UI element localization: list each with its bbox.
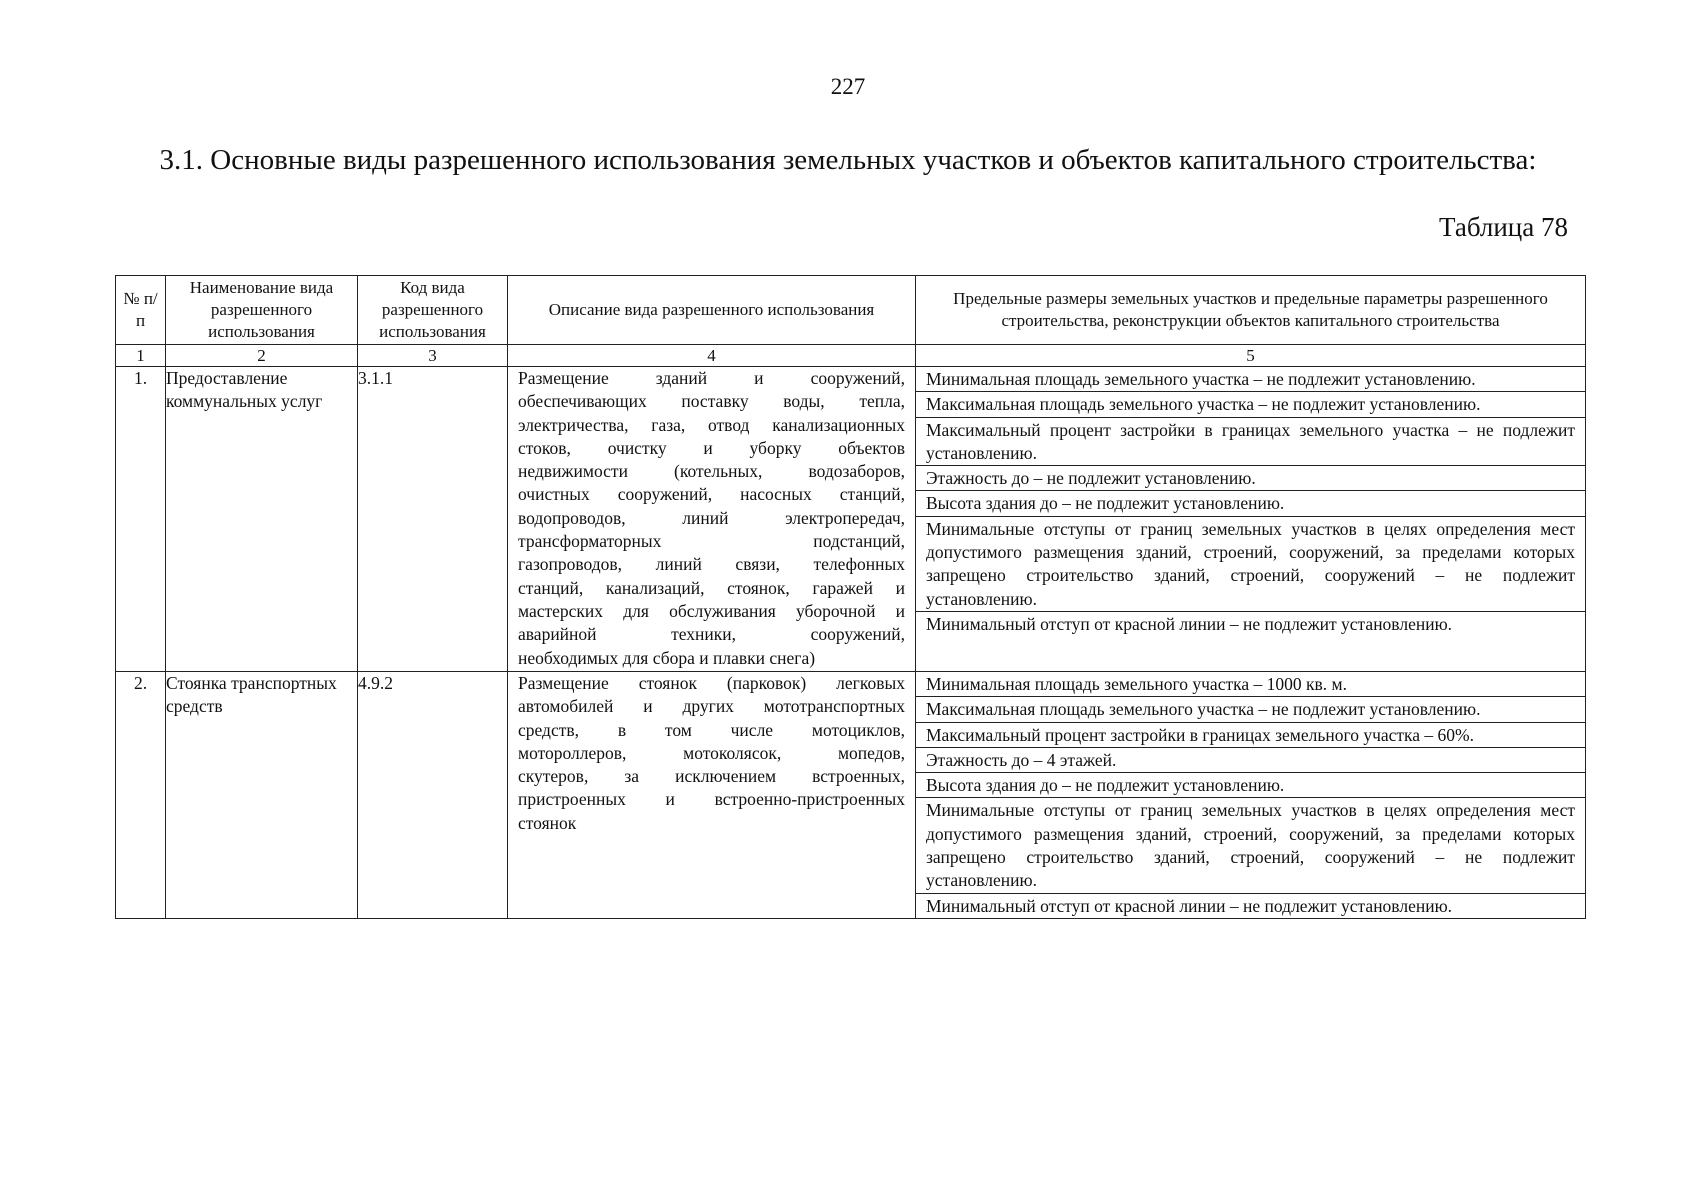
table-label: Таблица 78 bbox=[1439, 212, 1568, 242]
column-number: 4 bbox=[508, 345, 916, 367]
description-line: водопроводов, линий электропередач, bbox=[518, 507, 905, 528]
parameters-list bbox=[916, 367, 1585, 671]
header-number: № п/п bbox=[116, 276, 166, 345]
description-line: средств, в том числе мотоциклов, bbox=[518, 719, 905, 740]
section-heading: 3.1. Основные виды разрешенного использования земельных участков и объектов капитального строительства: bbox=[159, 144, 1537, 176]
parameter-item: Минимальный отступ от красной линии – не подлежит установлению. bbox=[926, 613, 1453, 634]
description-line: трансформаторных подстанций, bbox=[518, 531, 905, 552]
table-row bbox=[116, 367, 1586, 672]
header-code: Код вида разрешенного использования bbox=[358, 276, 508, 345]
parameter-item: Максимальная площадь земельного участка – не подлежит установлению. bbox=[916, 392, 1585, 417]
description-line: обеспечивающих поставку воды, тепла, bbox=[518, 391, 905, 412]
parameter-item: Этажность до – не подлежит установлению. bbox=[916, 466, 1585, 491]
description-line: Размещение стоянок (парковок) легковых bbox=[518, 672, 905, 693]
header-parameters: Предельные размеры земельных участков и предельные параметры разрешенного строительства, реконструкции объектов капитального строительства bbox=[916, 276, 1586, 345]
use-code: 4.9.2 bbox=[358, 671, 508, 918]
description-line: Размещение зданий и сооружений, bbox=[518, 368, 905, 388]
description-line: стоков, очистку и уборку объектов bbox=[518, 437, 905, 458]
use-name: Предоставление коммунальных услуг bbox=[166, 367, 358, 672]
description-line: необходимых для сбора и плавки снега) bbox=[518, 647, 816, 668]
use-parameters bbox=[916, 367, 1586, 672]
column-number: 5 bbox=[916, 345, 1586, 367]
parameter-item: Минимальная площадь земельного участка – не подлежит установлению. bbox=[916, 367, 1585, 392]
description-line: электричества, газа, отвод канализационных bbox=[518, 414, 905, 435]
description-line: недвижимости (котельных, водозаборов, bbox=[518, 461, 905, 482]
description-line: станций, канализаций, стоянок, гаражей и bbox=[518, 577, 905, 598]
description-line: мастерских для обслуживания уборочной и bbox=[518, 600, 905, 621]
description-line: газопроводов, линий связи, телефонных bbox=[518, 554, 905, 575]
description-line: стоянок bbox=[518, 812, 577, 833]
column-number-row bbox=[116, 345, 1586, 367]
header-description: Описание вида разрешенного использования bbox=[508, 276, 916, 345]
parameter-item: Минимальная площадь земельного участка – 1000 кв. м. bbox=[916, 672, 1585, 697]
description-line: автомобилей и других мототранспортных bbox=[518, 696, 905, 717]
parameter-item: Максимальный процент застройки в границах земельного участка – 60%. bbox=[916, 722, 1585, 747]
description-line: скутеров, за исключением встроенных, bbox=[518, 766, 905, 787]
column-number: 3 bbox=[358, 345, 508, 367]
parameter-item: Этажность до – 4 этажей. bbox=[916, 747, 1585, 772]
table-header-row bbox=[116, 276, 1586, 345]
parameter-item: Высота здания до – не подлежит установлению. bbox=[916, 491, 1585, 516]
parameter-item: Высота здания до – не подлежит установлению. bbox=[916, 773, 1585, 798]
row-number: 2. bbox=[116, 671, 166, 918]
description-line: пристроенных и встроенно-пристроенных bbox=[518, 789, 905, 810]
use-code: 3.1.1 bbox=[358, 367, 508, 672]
page-number: 227 bbox=[830, 74, 866, 99]
description-line: аварийной техники, сооружений, bbox=[518, 624, 905, 645]
description-line: очистных сооружений, насосных станций, bbox=[518, 484, 905, 505]
parameter-item: Минимальные отступы от границ земельных участков в целях определения мест допустимого размещения зданий, строений, сооружений, за пределами которых запрещено строительство зданий, строений, сооружений – не подлежит установлению. bbox=[916, 516, 1585, 611]
header-name: Наименование вида разрешенного использования bbox=[166, 276, 358, 345]
use-parameters bbox=[916, 671, 1586, 918]
column-number: 1 bbox=[116, 345, 166, 367]
use-name: Стоянка транспортных средств bbox=[166, 671, 358, 918]
parameters-list bbox=[916, 672, 1585, 918]
use-description bbox=[508, 367, 916, 672]
use-description bbox=[508, 671, 916, 918]
parameter-item: Максимальный процент застройки в границах земельного участка – не подлежит установлению. bbox=[916, 417, 1585, 466]
land-use-table bbox=[115, 275, 1586, 919]
description-line: мотороллеров, мотоколясок, мопедов, bbox=[518, 742, 905, 763]
parameter-item: Минимальный отступ от красной линии – не подлежит установлению. bbox=[926, 895, 1453, 916]
parameter-item: Максимальная площадь земельного участка – не подлежит установлению. bbox=[916, 697, 1585, 722]
parameter-item: Минимальные отступы от границ земельных участков в целях определения мест допустимого размещения зданий, строений, сооружений, за пределами которых запрещено строительство зданий, строений, сооружений – не подлежит установлению. bbox=[916, 798, 1585, 893]
row-number: 1. bbox=[116, 367, 166, 672]
column-number: 2 bbox=[166, 345, 358, 367]
table-row bbox=[116, 671, 1586, 918]
